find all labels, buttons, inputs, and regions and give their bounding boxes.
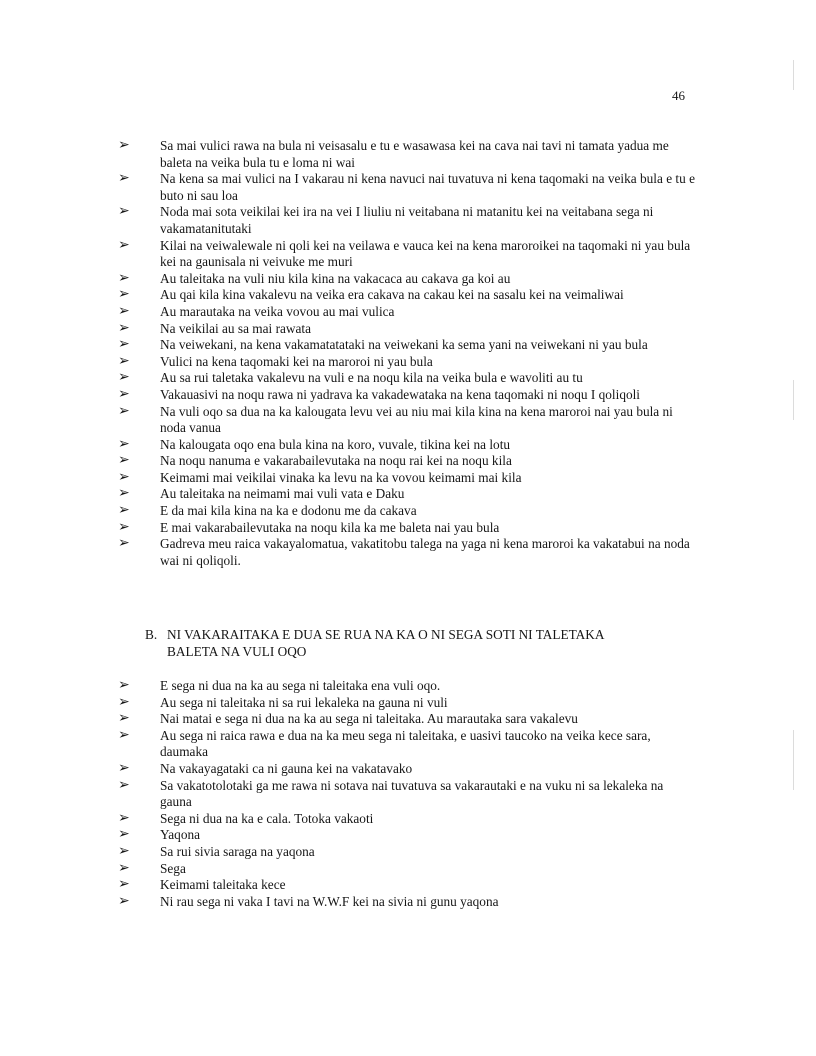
list-item	[118, 238, 698, 271]
list-item	[118, 204, 698, 237]
list-item	[118, 271, 698, 288]
list-item-text: Vulici na kena taqomaki kei na maroroi ni yau bula	[160, 353, 433, 369]
list-item-text: Au sega ni raica rawa e dua na ka meu sega ni taleitaka, e uasivi taucoko na veika kece sara, daumaka	[160, 727, 651, 760]
list-item-text: Sega ni dua na ka e cala. Totoka vakaoti	[160, 810, 374, 826]
list-item-text: Sa rui sivia saraga na yaqona	[160, 843, 315, 859]
arrow-bullet-icon: ➢	[118, 518, 130, 535]
list-item	[118, 861, 698, 878]
arrow-bullet-icon: ➢	[118, 485, 130, 502]
arrow-bullet-icon: ➢	[118, 826, 130, 843]
list-item	[118, 304, 698, 321]
arrow-bullet-icon: ➢	[118, 876, 130, 893]
arrow-bullet-icon: ➢	[118, 502, 130, 519]
list-item-text: Na kena sa mai vulici na I vakarau ni kena navuci nai tuvatuva ni kena taqomaki na veika bula e tu e buto ni sau loa	[160, 171, 695, 203]
arrow-bullet-icon: ➢	[118, 203, 130, 220]
arrow-bullet-icon: ➢	[118, 369, 130, 386]
arrow-bullet-icon: ➢	[118, 468, 130, 485]
section-title-line1: NI VAKARAITAKA E DUA SE RUA NA KA O NI SEGA SOTI NI TALETAKA	[167, 627, 605, 642]
arrow-bullet-icon: ➢	[118, 137, 130, 153]
list-item-text: Na noqu nanuma e vakarabailevutaka na noqu rai kei na noqu kila	[160, 453, 512, 469]
scan-margin-mark	[793, 730, 794, 790]
list-item	[118, 503, 698, 520]
list-item	[118, 778, 698, 811]
arrow-bullet-icon: ➢	[118, 452, 130, 469]
list-item-text: Nai matai e sega ni dua na ka au sega ni taleitaka. Au marautaka sara vakalevu	[160, 711, 578, 727]
list-item-text: Na vuli oqo sa dua na ka kalougata levu vei au niu mai kila kina na kena maroroi nai yau bula ni noda vanua	[160, 403, 673, 436]
list-item	[118, 536, 698, 569]
page-number: 46	[672, 88, 685, 103]
arrow-bullet-icon: ➢	[118, 352, 130, 369]
section-heading-b	[145, 627, 685, 660]
arrow-bullet-icon: ➢	[118, 677, 130, 693]
list-item-text: Na veiwekani, na kena vakamatatataki na veiwekani ka sema yani na veiwekani ni yau bula	[160, 337, 648, 353]
list-item	[118, 354, 698, 371]
list-item-text: E sega ni dua na ka au sega ni taleitaka ena vuli oqo.	[160, 678, 441, 693]
list-item-text: Au qai kila kina vakalevu na veika era cakava na cakau kei na sasalu kei na veimaliwai	[160, 287, 624, 303]
list-item-text: Au taleitaka na neimami mai vuli vata e Daku	[160, 486, 405, 502]
list-item-text: E mai vakarabailevutaka na noqu kila ka me baleta nai yau bula	[160, 519, 500, 535]
list-item-text: Au marautaka na veika vovou au mai vulica	[160, 303, 395, 319]
arrow-bullet-icon: ➢	[118, 693, 130, 710]
feedback-list-negative	[118, 678, 698, 910]
list-item-text: Noda mai sota veikilai kei ira na vei I liuliu ni veitabana ni matanitu kei na veitabana sega ni vakamatanitutaki	[160, 204, 654, 236]
list-item	[118, 711, 698, 728]
list-item	[118, 728, 698, 761]
list-item	[118, 811, 698, 828]
arrow-bullet-icon: ➢	[118, 710, 130, 727]
list-item-text: Sa mai vulici rawa na bula ni veisasalu e tu e wasawasa kei na cava nai tavi ni tamata yadua me baleta na veika bula tu e loma ni wai	[160, 138, 669, 170]
list-item	[118, 520, 698, 537]
list-item	[118, 287, 698, 304]
arrow-bullet-icon: ➢	[118, 286, 130, 303]
list-item-text: Na veikilai au sa mai rawata	[160, 320, 311, 336]
list-item-text: Keimami taleitaka kece	[160, 877, 286, 893]
list-item-text: Au taleitaka na vuli niu kila kina na vakacaca au cakava ga koi au	[160, 270, 511, 286]
list-item	[118, 877, 698, 894]
list-item	[118, 370, 698, 387]
scan-margin-mark	[793, 380, 794, 420]
list-item	[118, 470, 698, 487]
list-item	[118, 437, 698, 454]
arrow-bullet-icon: ➢	[118, 385, 130, 402]
list-item-text: Sa vakatotolotaki ga me rawa ni sotava nai tuvatuva sa vakarautaki e na vuku ni sa lekaleka na gauna	[160, 777, 664, 810]
list-item-text: Au sa rui taletaka vakalevu na vuli e na noqu kila na veika bula e wavoliti au tu	[160, 370, 583, 386]
list-item	[118, 453, 698, 470]
list-item	[118, 486, 698, 503]
arrow-bullet-icon: ➢	[118, 319, 130, 336]
arrow-bullet-icon: ➢	[118, 726, 130, 743]
arrow-bullet-icon: ➢	[118, 759, 130, 776]
list-item	[118, 695, 698, 712]
list-item-text: Na vakayagataki ca ni gauna kei na vakatavako	[160, 760, 413, 776]
list-item-text: Keimami mai veikilai vinaka ka levu na ka vovou keimami mai kila	[160, 469, 522, 485]
arrow-bullet-icon: ➢	[118, 809, 130, 826]
arrow-bullet-icon: ➢	[118, 859, 130, 876]
list-item	[118, 827, 698, 844]
list-item-text: Au sega ni taleitaka ni sa rui lekaleka na gauna ni vuli	[160, 694, 448, 710]
arrow-bullet-icon: ➢	[118, 535, 130, 552]
arrow-bullet-icon: ➢	[118, 892, 130, 909]
list-item-text: E da mai kila kina na ka e dodonu me da cakava	[160, 503, 417, 519]
arrow-bullet-icon: ➢	[118, 269, 130, 286]
arrow-bullet-icon: ➢	[118, 435, 130, 452]
arrow-bullet-icon: ➢	[118, 236, 130, 253]
arrow-bullet-icon: ➢	[118, 842, 130, 859]
list-item	[118, 404, 698, 437]
list-item	[118, 387, 698, 404]
scan-margin-mark	[793, 60, 794, 90]
section-letter: B.	[145, 627, 158, 642]
list-item-text: Ni rau sega ni vaka I tavi na W.W.F kei na sivia ni gunu yaqona	[160, 893, 499, 909]
list-item	[118, 321, 698, 338]
list-item	[118, 894, 698, 911]
list-item-text: Gadreva meu raica vakayalomatua, vakatitobu talega na yaga ni kena maroroi ka vakatabui na noda wai ni qoliqoli.	[160, 536, 690, 568]
arrow-bullet-icon: ➢	[118, 336, 130, 353]
list-item-text: Yaqona	[160, 827, 201, 843]
arrow-bullet-icon: ➢	[118, 302, 130, 319]
list-item	[118, 138, 698, 171]
feedback-list-positive	[118, 138, 698, 569]
list-item	[118, 761, 698, 778]
section-title-line2: BALETA NA VULI OQO	[167, 643, 307, 659]
list-item	[118, 337, 698, 354]
list-item-text: Na kalougata oqo ena bula kina na koro, vuvale, tikina kei na lotu	[160, 436, 511, 452]
list-item-text: Vakauasivi na noqu rawa ni yadrava ka vakadewataka na kena taqomaki ni noqu I qoliqoli	[160, 386, 640, 402]
list-item-text: Sega	[160, 860, 186, 876]
list-item	[118, 844, 698, 861]
arrow-bullet-icon: ➢	[118, 402, 130, 419]
list-item-text: Kilai na veiwalewale ni qoli kei na veilawa e vauca kei na kena maroroikei na taqomaki ni yau bula kei na gaunisala ni veivuke me muri	[160, 237, 691, 270]
list-item	[118, 171, 698, 204]
list-item	[118, 678, 698, 695]
arrow-bullet-icon: ➢	[118, 776, 130, 793]
arrow-bullet-icon: ➢	[118, 170, 130, 187]
